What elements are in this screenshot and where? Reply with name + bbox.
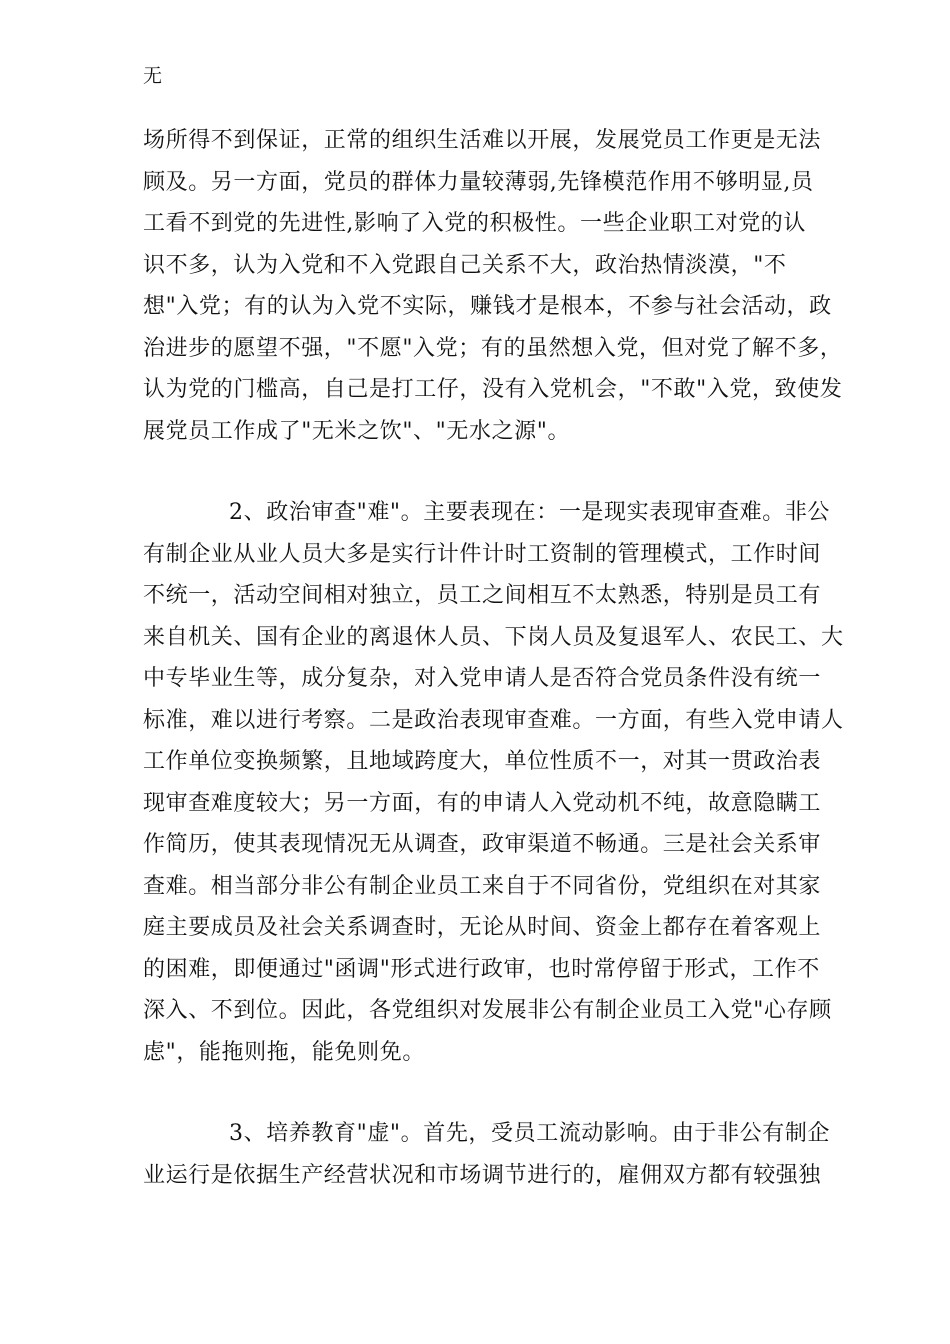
text-line: 认为党的门槛高，自己是打工仔，没有入党机会，"不敢"入党，致使发 (143, 377, 843, 402)
text-line: 想"入党；有的认为入党不实际，赚钱才是根本，不参与社会活动，政 (143, 294, 832, 319)
page-header-text: 无 (143, 65, 163, 87)
text-line: 深入、不到位。因此，各党组织对发展非公有制企业员工入党"心存顾 (143, 998, 832, 1023)
text-line: 工看不到党的先进性,影响了入党的积极性。一些企业职工对党的认 (143, 211, 806, 236)
text-line: 治进步的愿望不强，"不愿"入党；有的虽然想入党，但对党了解不多， (143, 335, 843, 361)
text-line: 的困难，即便通过"函调"形式进行政审，也时常停留于形式，工作不 (143, 956, 820, 982)
document-body (143, 120, 844, 1196)
text-line: 作简历，使其表现情况无从调查，政审渠道不畅通。三是社会关系审 (143, 832, 822, 857)
text-line: 顾及。另一方面，党员的群体力量较薄弱,先锋模范作用不够明显,员 (143, 169, 814, 195)
text-line: 2、政治审查"难"。主要表现在：一是现实表现审查难。非公 (229, 500, 831, 525)
text-line: 业运行是依据生产经营状况和市场调节进行的，雇佣双方都有较强独 (143, 1162, 822, 1188)
paragraph-2 (143, 492, 844, 1073)
text-line: 有制企业从业人员大多是实行计件计时工资制的管理模式，工作时间 (143, 541, 822, 567)
text-line: 场所得不到保证，正常的组织生活难以开展，发展党员工作更是无法 (143, 128, 822, 153)
paragraph-3 (143, 1113, 831, 1196)
text-line: 工作单位变换频繁，且地域跨度大，单位性质不一，对其一贯政治表 (143, 749, 822, 774)
text-line: 来自机关、国有企业的离退休人员、下岗人员及复退军人、农民工、大 (143, 624, 844, 650)
paragraph-gap (143, 452, 808, 492)
text-line: 不统一，活动空间相对独立，员工之间相互不太熟悉，特别是员工有 (143, 583, 822, 608)
text-line: 查难。相当部分非公有制企业员工来自于不同省份，党组织在对其家 (143, 873, 822, 899)
text-line: 中专毕业生等，成分复杂，对入党申请人是否符合党员条件没有统一 (143, 666, 822, 691)
text-line: 3、培养教育"虚"。首先，受员工流动影响。由于非公有制企 (229, 1121, 831, 1146)
text-line: 标准，难以进行考察。二是政治表现审查难。一方面，有些入党申请人 (143, 707, 844, 733)
text-line: 庭主要成员及社会关系调查时，无论从时间、资金上都存在着客观上 (143, 915, 822, 940)
paragraph-gap (143, 1073, 808, 1113)
paragraph-1 (143, 120, 843, 452)
text-line: 展党员工作成了"无米之饮"、"无水之源"。 (143, 418, 571, 444)
text-line: 虑"，能拖则拖，能免则免。 (143, 1039, 425, 1065)
text-line: 识不多，认为入党和不入党跟自己关系不大，政治热情淡漠，"不 (143, 252, 787, 278)
text-line: 现审查难度较大；另一方面，有的申请人入党动机不纯，故意隐瞒工 (143, 790, 822, 816)
